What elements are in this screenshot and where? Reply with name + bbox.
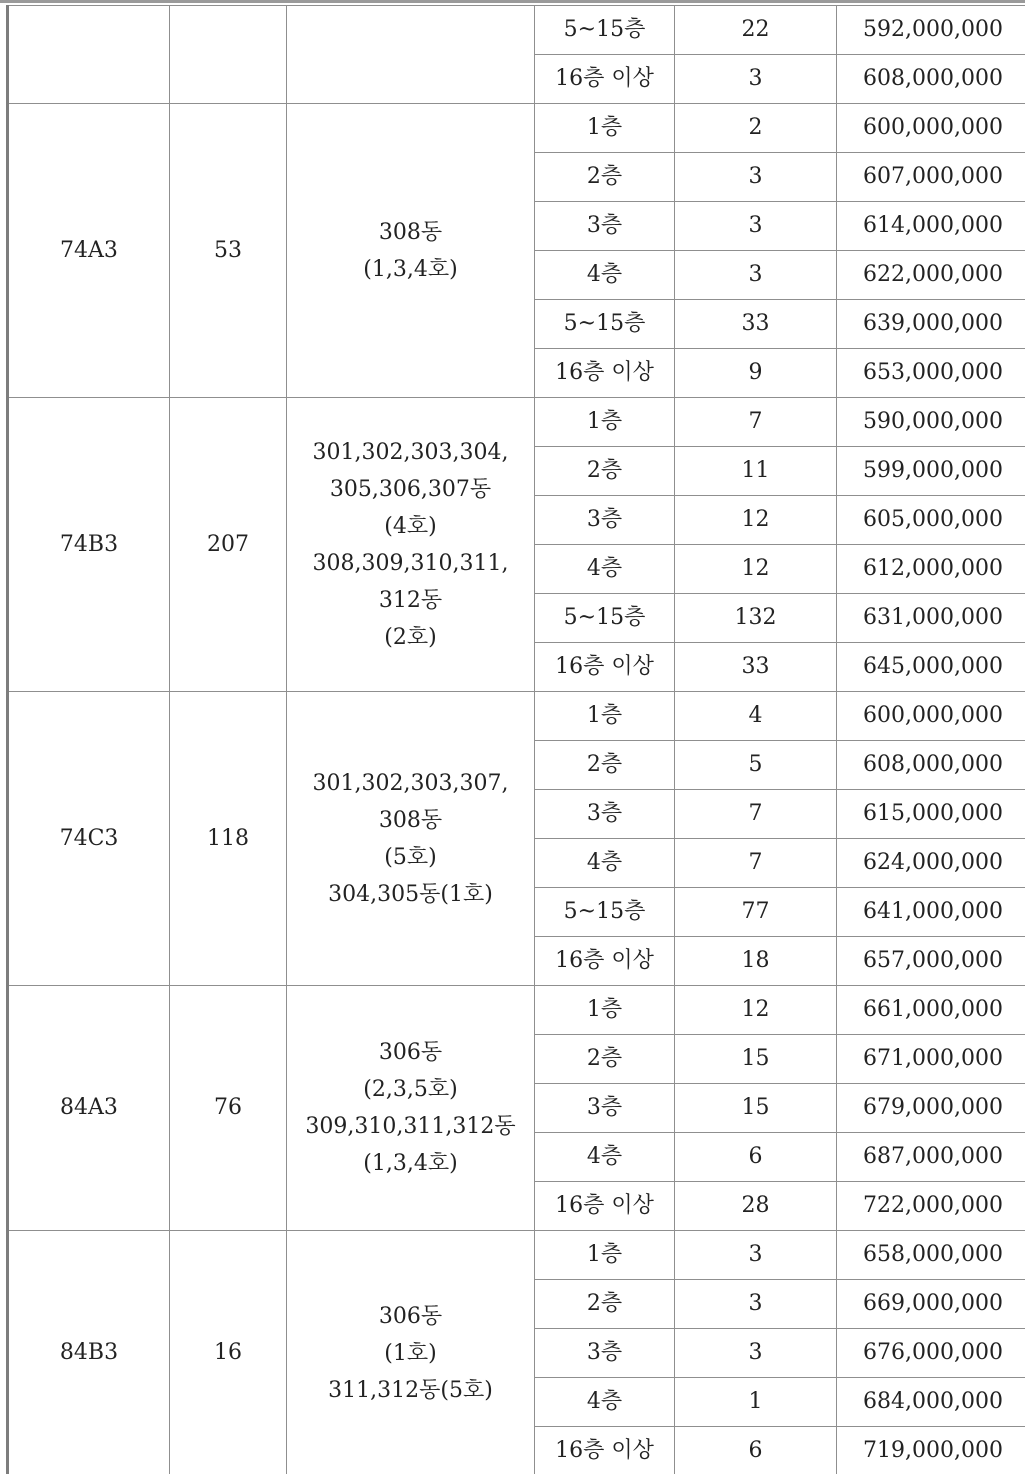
building-line: (4호) [384,513,437,539]
unit-count-cell: 53 [170,104,287,398]
floor-cell: 2층 [535,1280,675,1329]
units-cell: 132 [675,594,837,643]
floor-cell: 3층 [535,496,675,545]
price-cell: 592,000,000 [837,6,1025,55]
units-cell: 2 [675,104,837,153]
price-cell: 590,000,000 [837,398,1025,447]
building-line: (2,3,5호) [363,1077,458,1102]
buildings-cell [287,6,535,104]
price-cell: 600,000,000 [837,692,1025,741]
building-line: (5호) [384,844,437,870]
building-line: 304,305동(1호) [328,881,493,907]
floor-cell: 16층 이상 [535,1182,675,1231]
units-cell: 7 [675,398,837,447]
unit-type-cell: 74C3 [8,692,170,986]
price-cell: 661,000,000 [837,986,1025,1035]
units-cell: 3 [675,55,837,104]
floor-cell: 16층 이상 [535,643,675,692]
units-cell: 5 [675,741,837,790]
building-line: 306동 [378,1040,443,1065]
floor-cell: 1층 [535,104,675,153]
unit-count-cell: 16 [170,1231,287,1477]
floor-cell: 2층 [535,1035,675,1084]
units-cell: 6 [675,1427,837,1477]
units-cell: 12 [675,545,837,594]
building-line: (1,3,4호) [363,1151,458,1176]
price-cell: 614,000,000 [837,202,1025,251]
unit-type-cell: 74B3 [8,398,170,692]
floor-cell: 4층 [535,839,675,888]
price-cell: 608,000,000 [837,741,1025,790]
table-row [8,6,1025,55]
units-cell: 7 [675,839,837,888]
price-cell: 684,000,000 [837,1378,1025,1427]
building-line: (1호) [384,1340,437,1366]
table-row [8,1231,1025,1280]
price-cell: 599,000,000 [837,447,1025,496]
floor-cell: 3층 [535,202,675,251]
floor-cell: 2층 [535,447,675,496]
price-cell: 641,000,000 [837,888,1025,937]
units-cell: 3 [675,1329,837,1378]
price-cell: 658,000,000 [837,1231,1025,1280]
table-row [8,692,1025,741]
floor-cell: 2층 [535,153,675,202]
floor-cell: 16층 이상 [535,349,675,398]
table-row [8,986,1025,1035]
unit-count-cell: 76 [170,986,287,1231]
units-cell: 7 [675,790,837,839]
price-cell: 612,000,000 [837,545,1025,594]
building-line: 306동 [378,1303,443,1329]
unit-type-cell: 84A3 [8,986,170,1231]
units-cell: 15 [675,1035,837,1084]
building-line: 301,302,303,307, [312,770,509,796]
building-line: 305,306,307동 [329,476,492,502]
buildings-cell [287,398,535,692]
units-cell: 6 [675,1133,837,1182]
price-cell: 653,000,000 [837,349,1025,398]
units-cell: 3 [675,1280,837,1329]
floor-cell: 2층 [535,741,675,790]
building-line: 308동 [378,807,443,833]
price-cell: 719,000,000 [837,1427,1025,1477]
table-row [8,398,1025,447]
price-cell: 631,000,000 [837,594,1025,643]
units-cell: 12 [675,986,837,1035]
price-cell: 600,000,000 [837,104,1025,153]
unit-type-cell [8,6,170,104]
units-cell: 15 [675,1084,837,1133]
floor-cell: 5~15층 [535,594,675,643]
page-bottom-margin [0,1474,1025,1478]
unit-count-cell: 118 [170,692,287,986]
units-cell: 3 [675,1231,837,1280]
price-cell: 679,000,000 [837,1084,1025,1133]
units-cell: 9 [675,349,837,398]
unit-type-cell: 84B3 [8,1231,170,1477]
floor-cell: 1층 [535,398,675,447]
floor-cell: 5~15층 [535,888,675,937]
buildings-cell [287,692,535,986]
units-cell: 3 [675,251,837,300]
unit-count-cell: 207 [170,398,287,692]
buildings-cell [287,1231,535,1477]
price-cell: 639,000,000 [837,300,1025,349]
building-line: 309,310,311,312동 [305,1114,516,1139]
units-cell: 12 [675,496,837,545]
floor-cell: 1층 [535,692,675,741]
buildings-cell [287,104,535,398]
unit-type-cell: 74A3 [8,104,170,398]
buildings-cell [287,986,535,1231]
floor-cell: 5~15층 [535,300,675,349]
unit-count-cell [170,6,287,104]
building-line: 312동 [378,587,443,613]
price-table-body [8,6,1025,1477]
floor-cell: 5~15층 [535,6,675,55]
units-cell: 33 [675,643,837,692]
units-cell: 77 [675,888,837,937]
floor-cell: 1층 [535,986,675,1035]
table-row [8,104,1025,153]
floor-cell: 4층 [535,545,675,594]
building-line: 308동 [378,219,443,245]
floor-cell: 4층 [535,1378,675,1427]
price-cell: 624,000,000 [837,839,1025,888]
building-line: 311,312동(5호) [328,1377,493,1403]
price-cell: 722,000,000 [837,1182,1025,1231]
price-cell: 657,000,000 [837,937,1025,986]
floor-cell: 3층 [535,1329,675,1378]
price-cell: 607,000,000 [837,153,1025,202]
units-cell: 22 [675,6,837,55]
floor-cell: 3층 [535,790,675,839]
floor-cell: 16층 이상 [535,55,675,104]
building-line: 308,309,310,311, [312,550,509,576]
building-line: (1,3,4호) [363,256,458,282]
price-cell: 645,000,000 [837,643,1025,692]
price-cell: 615,000,000 [837,790,1025,839]
building-line: 301,302,303,304, [312,439,509,465]
floor-cell: 3층 [535,1084,675,1133]
floor-cell: 4층 [535,251,675,300]
price-cell: 608,000,000 [837,55,1025,104]
units-cell: 3 [675,202,837,251]
units-cell: 11 [675,447,837,496]
floor-cell: 1층 [535,1231,675,1280]
units-cell: 33 [675,300,837,349]
units-cell: 28 [675,1182,837,1231]
price-table [6,5,1025,1478]
floor-cell: 16층 이상 [535,1427,675,1477]
floor-cell: 16층 이상 [535,937,675,986]
units-cell: 1 [675,1378,837,1427]
price-cell: 676,000,000 [837,1329,1025,1378]
price-cell: 687,000,000 [837,1133,1025,1182]
price-cell: 669,000,000 [837,1280,1025,1329]
units-cell: 4 [675,692,837,741]
floor-cell: 4층 [535,1133,675,1182]
price-cell: 671,000,000 [837,1035,1025,1084]
units-cell: 18 [675,937,837,986]
price-cell: 605,000,000 [837,496,1025,545]
building-line: (2호) [384,624,437,650]
price-cell: 622,000,000 [837,251,1025,300]
top-divider [0,0,1025,3]
units-cell: 3 [675,153,837,202]
